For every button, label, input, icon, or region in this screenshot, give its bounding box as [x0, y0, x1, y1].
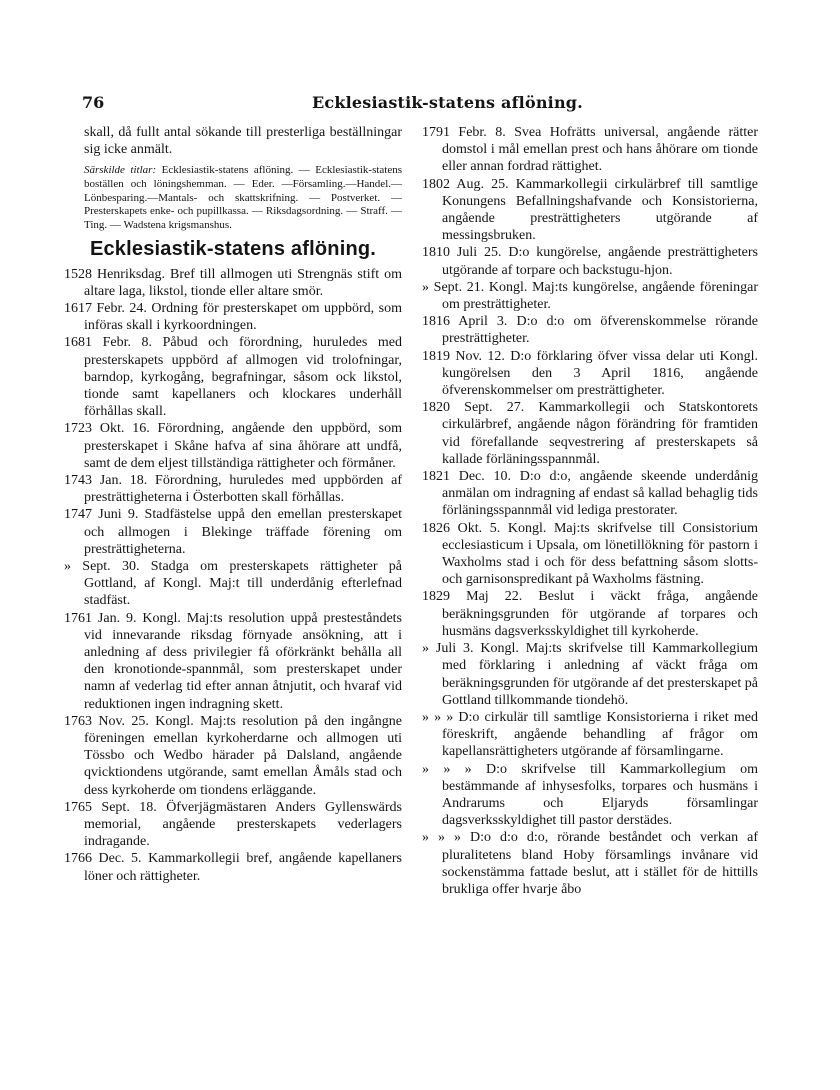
law-entry: » » » D:o d:o d:o, rörande beståndet och verkan af pluralitetens bland Hoby församlings invånare vid sockenstämma fattade beslut, att i stället för de hittills brukliga offer hvarje åbo [422, 830, 758, 897]
law-entry: 1829 Maj 22. Beslut i väckt fråga, angående beräkningsgrunden för utgörande af torpares och husmäns dagsverksskyldighet till kyrkoherde. [422, 589, 758, 639]
left-column [64, 124, 402, 885]
see-also-label: Särskilde titlar: [84, 164, 157, 177]
law-entry: 1821 Dec. 10. D:o d:o, angående skeende underdånig anmälan om indragning af endast så kallad behaglig tids förläningsspannmål vid lediga prestorater. [422, 469, 758, 519]
section-heading: Ecklesiastik-statens aflöning. [89, 238, 377, 261]
see-also-note [84, 164, 402, 232]
law-entry: 1826 Okt. 5. Kongl. Maj:ts skrifvelse till Consistorium ecclesiasticum i Upsala, om lönetillökning för pastorn i Waxholms stad i och för dess befattning såsom slotts- och garnisonspredikant på Waxholms fästning. [422, 520, 758, 588]
law-entry: 1723 Okt. 16. Förordning, angående den uppbörd, som presterskapet i Skåne hafva af sina åhörare att undfå, samt de dem eljest tillständiga rättigheter och förmåner. [64, 421, 402, 471]
law-entry: » Sept. 21. Kongl. Maj:ts kungörelse, angående föreningar om presträttigheter. [422, 279, 758, 313]
law-entry: 1766 Dec. 5. Kammarkollegii bref, angående kapellaners löner och rättigheter. [64, 851, 402, 884]
law-entry: 1765 Sept. 18. Öfverjägmästaren Anders Gyllenswärds memorial, angående presterskapets vederlagers indragande. [64, 799, 402, 850]
law-entry: » » » D:o cirkulär till samtlige Konsistorierna i riket med föreskrift, angående behandling af frågor om kapellansrättigheters utgörande af församlingarne. [422, 709, 758, 760]
law-entry: » Juli 3. Kongl. Maj:ts skrifvelse till Kammarkollegium med förklaring i anledning af väckt fråga om beräkningsgrunden för utgörande af det presterskapet på Gottland tillkommande tiondehö. [422, 641, 758, 708]
law-entry: 1763 Nov. 25. Kongl. Maj:ts resolution på den ingångne föreningen emellan kyrkoherdarne och allmogen uti Tössbo och Wedbo härader på Dalsland, angående qvicktiondens utgörande, samt emellan Åmåls stad och dess kyrkoherde om tiondens erläggande. [64, 713, 402, 798]
page-number: 76 [82, 93, 105, 112]
law-entry: 1743 Jan. 18. Förordning, huruledes med uppbörden af presträttigheterna i Österbotten skall förhållas. [64, 473, 402, 506]
law-entry: 1761 Jan. 9. Kongl. Maj:ts resolution uppå presteståndets vid innevarande riksdag förnyade ansökning, att i anledning af dess privilegier få oförkränkt behålla all den kronotionde-spannmål, som presterskapet under namn af vederlag tid efter annan åtnjutit, och hvaraf vid reduktionen ingen indragning skett. [64, 610, 402, 712]
law-entry: 1819 Nov. 12. D:o förklaring öfver vissa delar uti Kongl. kungörelsen den 3 April 1816, angående öfverenskommelser om presträttigheter. [422, 348, 758, 399]
law-entry: 1528 Henriksdag. Bref till allmogen uti Strengnäs stift om altare laga, likstol, tionde eller altare smör. [64, 266, 402, 299]
right-column [422, 124, 758, 898]
law-entry: » Sept. 30. Stadga om presterskapets rättigheter på Gottland, af Kongl. Maj:t till underdånig efterlefnad stadfäst. [64, 559, 402, 609]
law-entry: » » » D:o skrifvelse till Kammarkollegium om bestämmande af inhysesfolks, torpares och husmäns i Andrarums och Eljaryds församlingar dagsverksskyldighet till pastor derstädes. [422, 761, 758, 829]
law-entry: 1617 Febr. 24. Ordning för presterskapet om uppbörd, som införas skall i kyrkoordningen. [64, 300, 402, 334]
carry-over-text: skall, då fullt antal sökande till presterliga beställningar sig icke anmält. [84, 125, 402, 158]
law-entry: 1681 Febr. 8. Påbud och förordning, huruledes med presterskapets uppbörd af allmogen vid trolofningar, barndop, kyrkogång, begrafningar, såsom ock likstol, tionde samt kapellaners och klockares underhåll förhållas skall. [64, 335, 402, 420]
see-also-text: Ecklesiastik-statens aflöning. — Ecklesiastik-statens boställen och löningshemman. — Eder. —Församling.—Handel.—Lönbesparing.—Mantals- och skattskrifning. — Postverket. — Presterskapets enke- och pupillkassa. — Riksdagsordning. — Straff. — Ting. — Wadstena krigsmanshus. [84, 164, 403, 231]
law-entry: 1747 Juni 9. Stadfästelse uppå den emellan presterskapet och allmogen i Blekinge träffade förening om presträttigheterna. [64, 507, 402, 557]
law-entry: 1802 Aug. 25. Kammarkollegii cirkulärbref till samtlige Konungens Befallningshafvande och Konsistorierna, angående presträttigheters utgörande af messingsbruken. [422, 176, 758, 244]
law-entry: 1816 April 3. D:o d:o om öfverenskommelse rörande presträttigheter. [422, 314, 758, 347]
law-entry: 1791 Febr. 8. Svea Hofrätts universal, angående rätter domstol i mål emellan prest och hans åhörare om tionde eller annan fordrad rättighet. [422, 125, 758, 175]
law-entry: 1810 Juli 25. D:o kungörelse, angående presträttigheters utgörande af torpare och backstugu-hjon. [422, 245, 758, 278]
running-title: Ecklesiastik-statens aflöning. [312, 93, 583, 112]
law-entry: 1820 Sept. 27. Kammarkollegii och Statskontorets cirkulärbref, angående någon förändring för framtiden vid förefallande seqvestrering af presterskapets så kallade förläningsspannmål. [422, 400, 758, 467]
